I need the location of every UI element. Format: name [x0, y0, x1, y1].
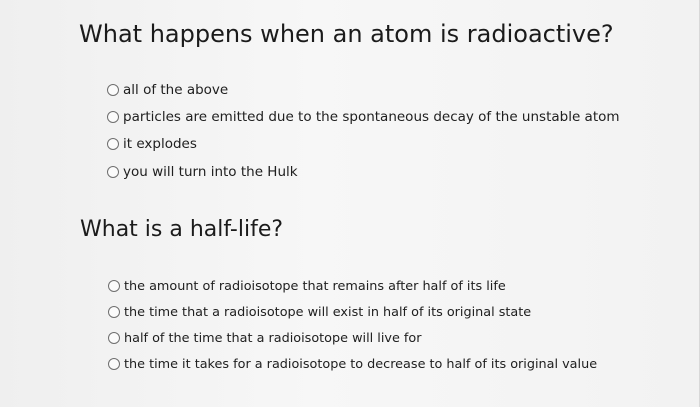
option-label: all of the above	[123, 82, 229, 98]
question-2-title: What is a half-life?	[80, 217, 284, 242]
question-2-option-3[interactable]	[108, 327, 422, 349]
option-label: you will turn into the Hulk	[123, 164, 298, 180]
option-label: the amount of radioisotope that remains after half of its life	[124, 278, 506, 294]
option-label: particles are emitted due to the spontaneous decay of the unstable atom	[123, 109, 620, 125]
radio-button-icon[interactable]	[107, 84, 119, 96]
radio-button-icon[interactable]	[108, 280, 120, 292]
option-label: half of the time that a radioisotope will live for	[124, 330, 422, 346]
question-2-option-1[interactable]	[108, 275, 506, 297]
question-2-option-4[interactable]	[108, 353, 597, 375]
option-label: the time it takes for a radioisotope to decrease to half of its original value	[124, 356, 598, 372]
radio-button-icon[interactable]	[108, 358, 120, 370]
question-1-option-1[interactable]	[107, 79, 228, 101]
question-2-option-2[interactable]	[108, 301, 531, 323]
question-1-title: What happens when an atom is radioactive?	[79, 20, 614, 48]
radio-button-icon[interactable]	[107, 111, 119, 123]
option-label: the time that a radioisotope will exist in half of its original state	[124, 304, 532, 320]
radio-button-icon[interactable]	[108, 332, 120, 344]
radio-button-icon[interactable]	[107, 166, 119, 178]
radio-button-icon[interactable]	[108, 306, 120, 318]
radio-button-icon[interactable]	[107, 138, 119, 150]
question-1-option-3[interactable]	[107, 133, 197, 155]
question-1-option-2[interactable]	[107, 106, 620, 128]
question-1-option-4[interactable]	[107, 161, 298, 183]
option-label: it explodes	[123, 136, 197, 152]
